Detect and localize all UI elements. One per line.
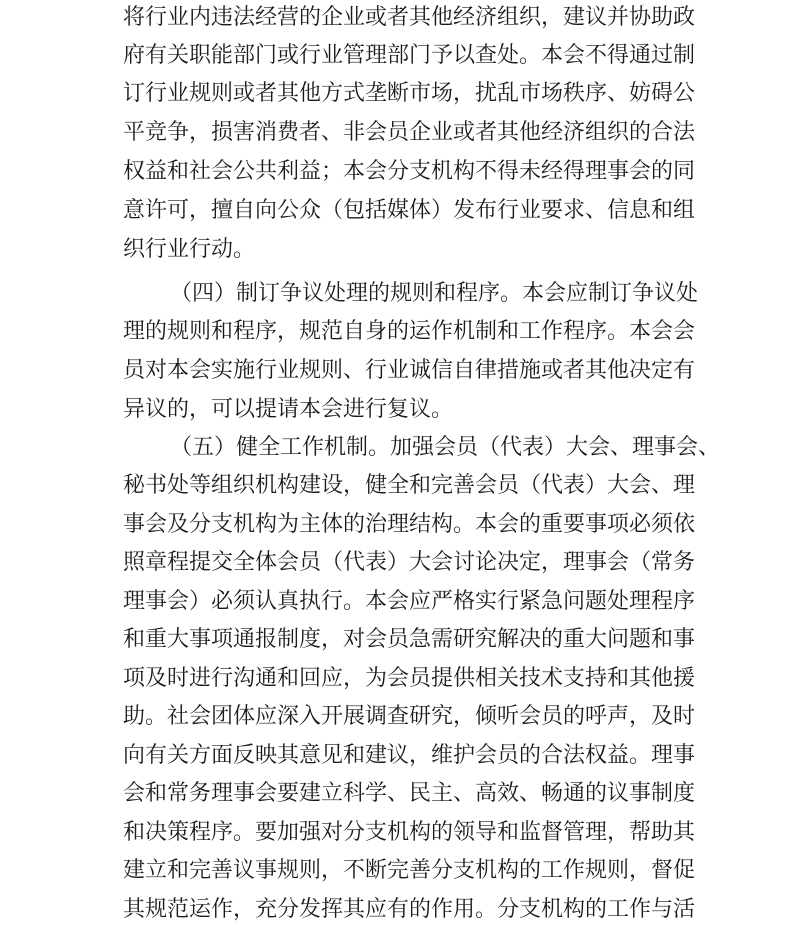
text-line: 秘书处等组织机构建设，健全和完善会员（代表）大会、理 xyxy=(123,473,696,498)
text-line: 照章程提交全体会员（代表）大会讨论决定，理事会（常务 xyxy=(123,550,696,575)
text-line: 权益和社会公共利益；本会分支机构不得未经得理事会的同 xyxy=(123,159,696,184)
text-line: 府有关职能部门或行业管理部门予以查处。本会不得通过制 xyxy=(123,43,696,68)
text-line: 意许可，擅自向公众（包括媒体）发布行业要求、信息和组 xyxy=(123,198,696,223)
text-line: 员对本会实施行业规则、行业诚信自律措施或者其他决定有 xyxy=(123,358,696,383)
text-line: 织行业行动。 xyxy=(123,237,256,262)
text-line: 会和常务理事会要建立科学、民主、高效、畅通的议事制度 xyxy=(123,781,696,806)
text-line: 事会及分支机构为主体的治理结构。本会的重要事项必须依 xyxy=(123,512,696,537)
text-line: 订行业规则或者其他方式垄断市场，扰乱市场秩序、妨碍公 xyxy=(123,81,696,106)
text-line: 建立和完善议事规则，不断完善分支机构的工作规则，督促 xyxy=(123,858,696,883)
text-line: 理事会）必须认真执行。本会应严格实行紧急问题处理程序 xyxy=(123,589,696,614)
text-line: 和重大事项通报制度，对会员急需研究解决的重大问题和事 xyxy=(123,627,696,652)
text-line: 其规范运作，充分发挥其应有的作用。分支机构的工作与活 xyxy=(123,897,696,922)
text-line: 异议的，可以提请本会进行复议。 xyxy=(123,397,454,422)
text-line: 理的规则和程序，规范自身的运作机制和工作程序。本会会 xyxy=(123,319,696,344)
text-line: 和决策程序。要加强对分支机构的领导和监督管理，帮助其 xyxy=(123,820,696,845)
text-line: 将行业内违法经营的企业或者其他经济组织，建议并协助政 xyxy=(123,5,696,30)
text-line: 平竞争，损害消费者、非会员企业或者其他经济组织的合法 xyxy=(123,120,696,145)
text-line: 向有关方面反映其意见和建议，维护会员的合法权益。理事 xyxy=(123,743,696,768)
text-line: 项及时进行沟通和回应，为会员提供相关技术支持和其他援 xyxy=(123,666,696,691)
paragraph-first-line: （四）制订争议处理的规则和程序。本会应制订争议处 xyxy=(170,281,699,306)
text-line: 助。社会团体应深入开展调查研究，倾听会员的呼声，及时 xyxy=(123,704,696,729)
paragraph-first-line: （五）健全工作机制。加强会员（代表）大会、理事会、 xyxy=(170,435,721,460)
